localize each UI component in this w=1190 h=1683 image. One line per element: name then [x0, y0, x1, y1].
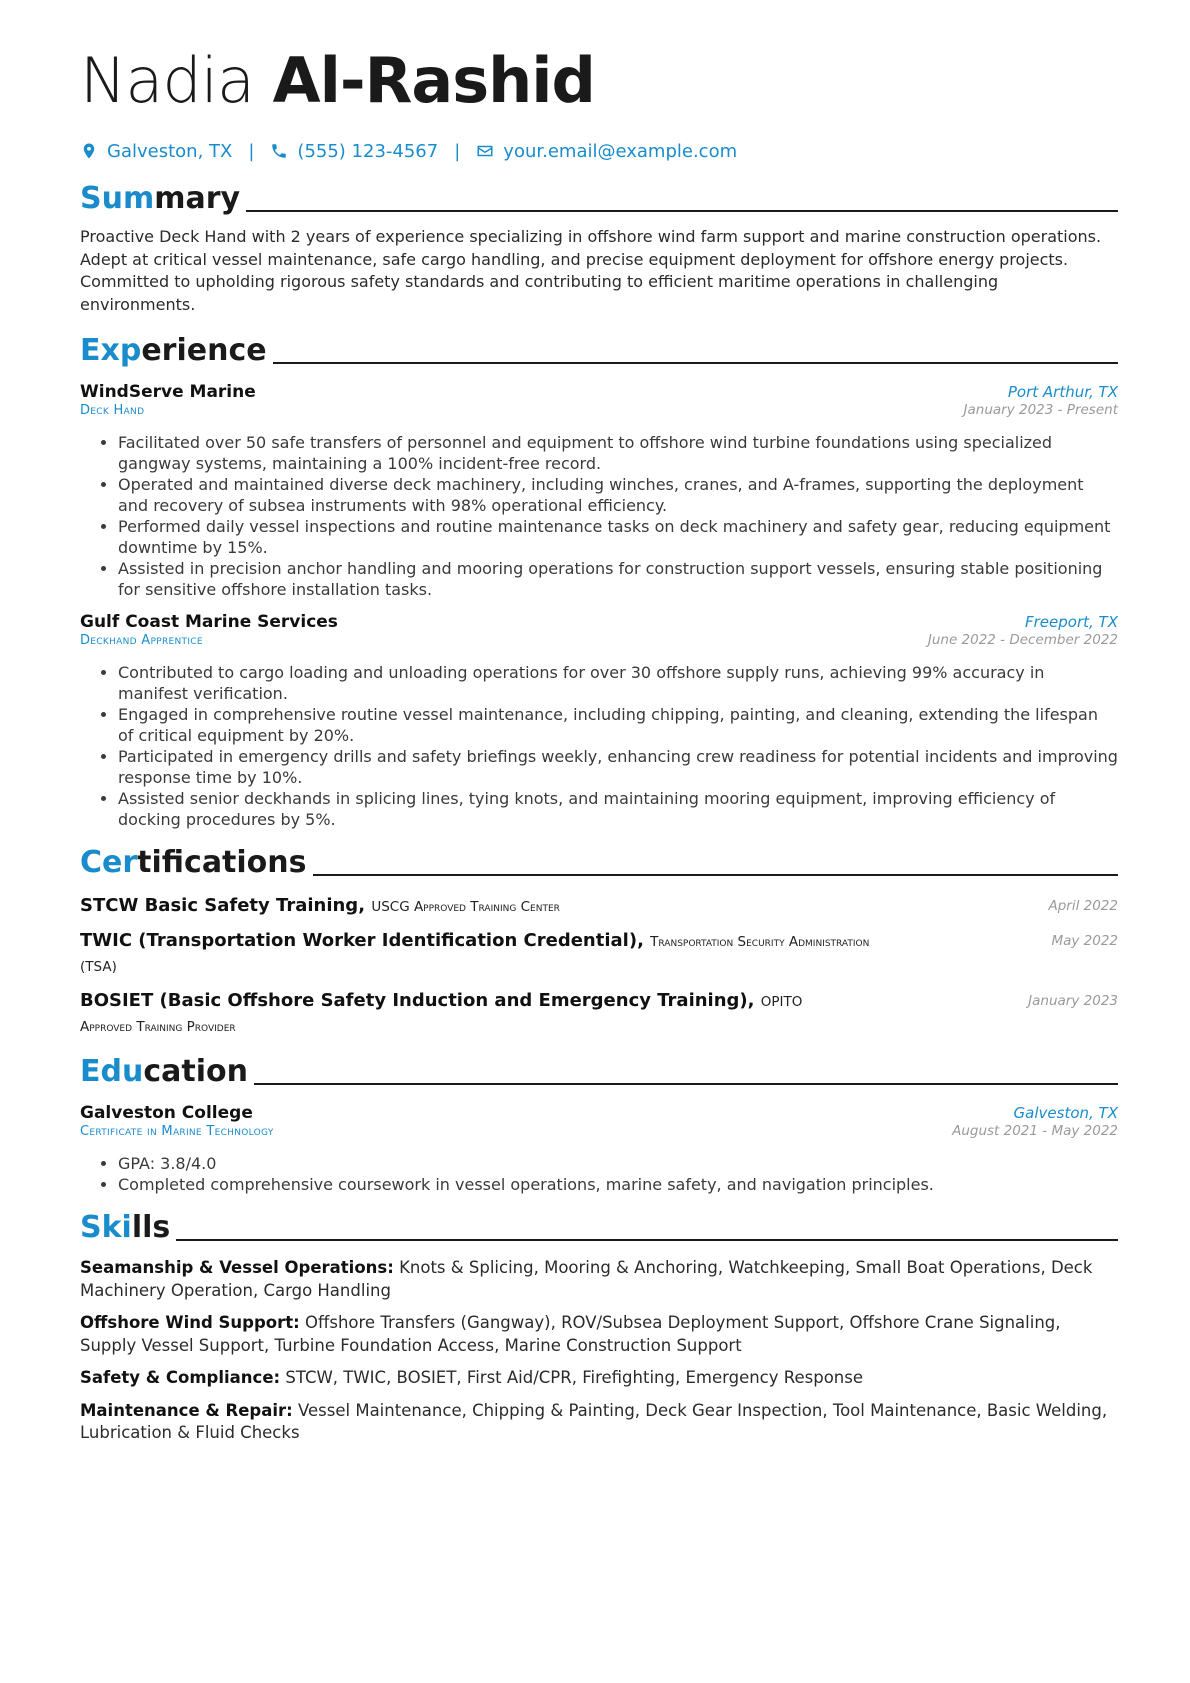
summary-heading — [80, 180, 1118, 216]
list-item: • Performed daily vessel inspections and routine maintenance tasks on deck machinery and safety gear, reducing equipment downtime by 15%. — [118, 516, 1118, 558]
phone-text: (555) 123-4567 — [297, 140, 439, 162]
skill-label: Maintenance & Repair: — [80, 1400, 293, 1420]
degree: Certificate in Marine Technology — [80, 1124, 274, 1139]
list-item: • Facilitated over 50 safe transfers of personnel and equipment to offshore wind turbine foundations using specialized gangway systems, maintaining a 100% incident-free record. — [118, 432, 1118, 474]
cert-date: January 2023 — [1028, 993, 1118, 1009]
last-name: Al-Rashid — [272, 44, 595, 117]
heading-rule — [176, 1239, 1118, 1241]
heading-accent: Edu — [80, 1054, 144, 1089]
certification-item: BOSIET (Basic Offshore Safety Induction and Emergency Training), OPITO Approved Training Provider January 2023 — [80, 990, 1118, 1035]
heading-rest: mary — [154, 181, 241, 216]
cert-issuer: Transportation Security Administration (TSA) — [80, 934, 870, 975]
list-item: • Operated and maintained diverse deck machinery, including winches, cranes, and A-frames, supporting the deployment and recovery of subsea instruments with 98% operational efficiency. — [118, 474, 1118, 516]
list-item: • Contributed to cargo loading and unloading operations for over 30 offshore supply runs, achieving 99% accuracy in manifest verification. — [118, 662, 1118, 704]
company-name: WindServe Marine — [80, 382, 256, 402]
job-dates: January 2023 - Present — [963, 402, 1118, 418]
job-location: Port Arthur, TX — [1007, 383, 1118, 401]
cert-issuer: USCG Approved Training Center — [371, 899, 560, 915]
cert-date: April 2022 — [1048, 898, 1118, 914]
heading-rule — [254, 1083, 1118, 1085]
list-item: • Assisted in precision anchor handling and mooring operations for construction support vessels, ensuring stable positioning for sensitive offshore installation tasks. — [118, 558, 1118, 600]
heading-accent: Sum — [80, 181, 155, 216]
certification-item: STCW Basic Safety Training, USCG Approved Training Center April 2022 — [80, 895, 1118, 916]
skill-label: Offshore Wind Support: — [80, 1313, 300, 1332]
summary-text: Proactive Deck Hand with 2 years of experience specializing in offshore wind farm support and marine construction operations. Adept at critical vessel maintenance, safe cargo handling, and precise equipment deployment for offshore energy projects. Committed to upholding rigorous safety standards and contributing to efficient maritime operations in challenging environments. — [80, 227, 1102, 314]
job-location: Freeport, TX — [1025, 613, 1118, 631]
cert-issuer: OPITO Approved Training Provider — [80, 994, 803, 1035]
location-text: Galveston, TX — [107, 140, 233, 162]
heading-accent: Exp — [80, 333, 142, 368]
map-pin-icon — [80, 142, 98, 160]
skill-label: Seamanship & Vessel Operations: — [80, 1258, 394, 1277]
list-item: • Participated in emergency drills and safety briefings weekly, enhancing crew readiness for potential incidents and improving response time by 10%. — [118, 746, 1118, 788]
separator: | — [248, 140, 255, 162]
education-bullets — [80, 1153, 1118, 1195]
email-link[interactable]: your.email@example.com — [503, 140, 738, 162]
contact-location — [80, 141, 232, 162]
heading-rest: tifications — [137, 845, 307, 880]
job-bullets — [80, 432, 1118, 600]
skill-list: Offshore Transfers (Gangway), ROV/Subsea Deployment Support, Offshore Crane Signaling, Supply Vessel Support, Turbine Foundation Access, Marine Construction Support — [80, 1313, 1061, 1355]
skill-label: Safety & Compliance: — [80, 1368, 281, 1387]
school-name: Galveston College — [80, 1103, 253, 1123]
contact-phone[interactable] — [270, 141, 438, 162]
heading-accent: Cer — [80, 845, 138, 880]
list-item: • Completed comprehensive coursework in vessel operations, marine safety, and navigation principles. — [118, 1174, 1118, 1195]
skill-group — [80, 1400, 1118, 1445]
cert-name: TWIC (Transportation Worker Identification Credential) — [80, 930, 638, 951]
heading-accent: Ski — [80, 1210, 132, 1245]
education-dates: August 2021 - May 2022 — [952, 1123, 1118, 1139]
heading-rule — [313, 874, 1118, 876]
cert-date: May 2022 — [1051, 933, 1118, 949]
skills-heading — [80, 1209, 1118, 1245]
heading-rest: erience — [141, 333, 267, 368]
phone-icon — [270, 142, 288, 160]
skill-list: STCW, TWIC, BOSIET, First Aid/CPR, Firefighting, Emergency Response — [285, 1368, 864, 1387]
cert-name: STCW Basic Safety Training — [80, 895, 359, 916]
candidate-name — [80, 40, 1118, 122]
job-role: Deckhand Apprentice — [80, 633, 203, 648]
list-item: • Engaged in comprehensive routine vessel maintenance, including chipping, painting, and cleaning, extending the lifespan of critical equipment by 20%. — [118, 704, 1118, 746]
job-dates: June 2022 - December 2022 — [927, 632, 1118, 648]
experience-heading — [80, 332, 1118, 368]
heading-rest: cation — [143, 1054, 248, 1089]
skill-list: Knots & Splicing, Mooring & Anchoring, Watchkeeping, Small Boat Operations, Deck Machinery Operation, Cargo Handling — [80, 1258, 1093, 1300]
school-location: Galveston, TX — [1013, 1104, 1118, 1122]
education-heading — [80, 1053, 1118, 1089]
envelope-icon — [476, 142, 494, 160]
contact-bar — [80, 136, 1118, 166]
job-bullets — [80, 662, 1118, 830]
contact-email[interactable] — [476, 141, 737, 162]
certifications-heading — [80, 844, 1118, 880]
education-entry — [80, 1103, 1118, 1195]
heading-rule — [246, 210, 1118, 212]
company-name: Gulf Coast Marine Services — [80, 612, 338, 632]
skill-group — [80, 1367, 1118, 1390]
separator: | — [454, 140, 461, 162]
skill-list: Vessel Maintenance, Chipping & Painting, Deck Gear Inspection, Tool Maintenance, Basic Welding, Lubrication & Fluid Checks — [80, 1400, 1108, 1442]
heading-rule — [273, 362, 1118, 364]
job-role: Deck Hand — [80, 403, 145, 418]
list-item: • Assisted senior deckhands in splicing lines, tying knots, and maintaining mooring equipment, improving efficiency of docking procedures by 5%. — [118, 788, 1118, 830]
certification-item: TWIC (Transportation Worker Identification Credential), Transportation Security Administration (TSA) May 2022 — [80, 930, 1118, 975]
first-name: Nadia — [80, 44, 254, 117]
list-item: • GPA: 3.8/4.0 — [118, 1153, 1118, 1174]
cert-name: BOSIET (Basic Offshore Safety Induction and Emergency Training) — [80, 990, 748, 1011]
heading-rest: lls — [131, 1210, 171, 1245]
job-entry — [80, 382, 1118, 600]
job-entry — [80, 612, 1118, 830]
skill-group — [80, 1312, 1118, 1357]
skill-group — [80, 1257, 1118, 1302]
